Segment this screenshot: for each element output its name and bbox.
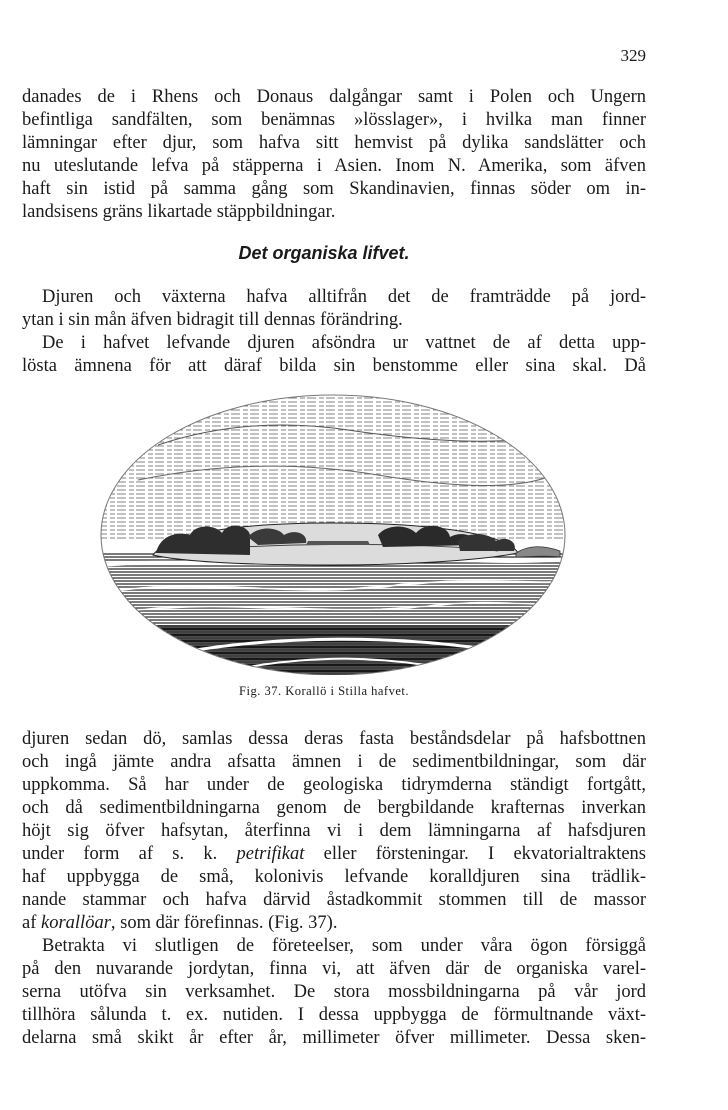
text-line: lösta ämnena för att däraf bilda sin benstomme eller sina skal. Då [22,356,646,376]
text-line: tillhöra sålunda t. ex. nutiden. I dessa uppbygga de förmultnande växt- [22,1005,646,1025]
paragraph-sediment [22,728,646,935]
text-line: delarna små skikt år efter år, millimeter öfver millimeter. Dessa sken- [22,1028,646,1048]
figure-caption: Fig. 37. Korallö i Stilla hafvet. [239,684,409,698]
text-line [22,912,646,935]
text-line: lämningar efter djur, som hafva sitt hemvist på dylika sandslätter och [22,133,646,153]
text-line: befintliga sandfälten, som benämnas »lösslager», i hvilka man finner [22,110,646,130]
text-fragment: eller försteningar. I ekvatorialtraktens [304,844,646,864]
text-line: djuren sedan dö, samlas dessa deras fasta beståndsdelar på hafsbottnen [22,729,646,749]
text-line: ytan i sin mån äfven bidragit till dennas förändring. [22,310,403,330]
text-line: nande stammar och hafva därvid åstadkommit stommen till de massor [22,890,646,910]
text-line: haft sin istid på samma gång som Skandinavien, finnas söder om in- [22,179,646,199]
page-number: 329 [620,46,646,65]
text-fragment: , som där förefinnas. (Fig. 37). [110,913,338,933]
text-line: haf uppbygga de små, kolonivis lefvande koralldjuren sina trädlik- [22,867,646,887]
petrifikat-term: petrifikat [236,844,305,864]
text-line: uppkomma. Så har under de geologiska tidrymderna ständigt fortgått, [22,775,646,795]
korallor-term: korallöar [41,913,111,933]
text-line: höjt sig öfver hafsytan, återfinna vi i dem lämningarna af hafsdjuren [22,821,646,841]
text-line: på den nuvarande jordytan, finna vi, att äfven där de organiska varel- [22,959,646,979]
paragraph-present [22,935,646,1050]
text-line: och ingå jämte andra afsatta ämnen i de sedimentbildningar, som där [22,752,646,772]
text-line [22,843,646,866]
text-line: Djuren och växterna hafva alltifrån det de framträdde på jord- [42,287,646,307]
text-line: danades de i Rhens och Donaus dalgångar samt i Polen och Ungern [22,87,646,107]
text-line: De i hafvet lefvande djuren afsöndra ur vattnet de af detta upp- [42,333,646,353]
section-heading: Det organiska lifvet. [238,243,410,263]
text-line: serna utöfva sin verksamhet. De stora mossbildningarna på vår jord [22,982,646,1002]
text-line: landsisens gräns likartade stäppbildningar. [22,202,336,222]
text-line: och då sedimentbildningarna genom de bergbildande krafternas inverkan [22,798,646,818]
text-line: nu uteslutande lefva på stäpperna i Asien. Inom N. Amerika, som äfven [22,156,646,176]
coral-island-illustration [98,385,568,675]
engraving-svg [98,385,568,675]
text-fragment: af [22,913,41,933]
paragraph-organic [22,286,646,378]
paragraph-loess [22,86,646,224]
text-fragment: under form af s. k. [22,844,237,864]
text-line: Betrakta vi slutligen de företeelser, som under våra ögon försiggå [42,936,646,956]
